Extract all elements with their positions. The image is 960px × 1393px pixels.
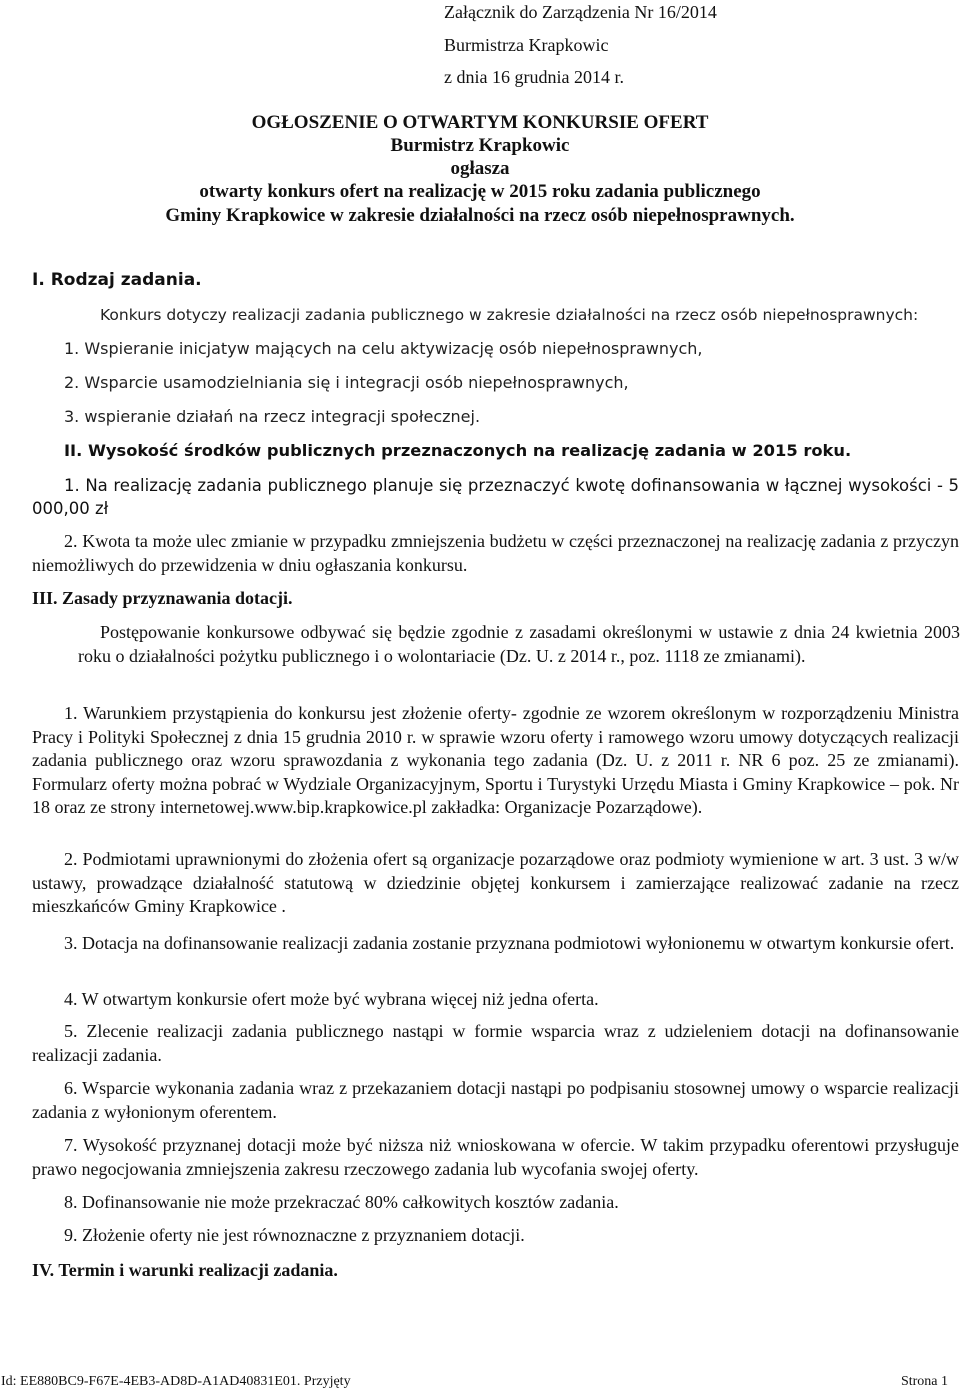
section-3-paragraph-3: 3. Dotacja na dofinansowanie realizacji zadania zostanie przyznana podmiotowi wyłonionemu w otwartym konkursie ofert. — [64, 933, 955, 953]
title-line-4: otwarty konkurs ofert na realizację w 2015 roku zadania publicznego — [199, 181, 761, 202]
section-2-paragraph-1: 1. Na realizację zadania publicznego planuje się przeznaczyć kwotę dofinansowania w łącznej wysokości - 5 000,00 zł — [32, 476, 959, 518]
section-3-paragraph-7: 7. Wysokość przyznanej dotacji może być niższa niż wnioskowana w ofercie. W takim przypadku oferentowi przysługuje prawo negocjowania zmniejszenia zakresu rzeczowego zadania lub wycofania swojej oferty. — [32, 1135, 959, 1179]
section-4-heading: IV. Termin i warunki realizacji zadania. — [32, 1260, 338, 1280]
section-1-item: 3. wspieranie działań na rzecz integracji społecznej. — [64, 407, 481, 426]
section-3-paragraph-6: 6. Wsparcie wykonania zadania wraz z przekazaniem dotacji nastąpi po podpisaniu stosownej umowy o wsparcie realizacji zadania z wyłonionym oferentem. — [32, 1078, 959, 1122]
section-3-paragraph-1: 1. Warunkiem przystąpienia do konkursu jest złożenie oferty- zgodnie ze wzorem określonym w rozporządzeniu Ministra Pracy i Polityki Społecznej z dnia 15 grudnia 2010 r. w sprawie wzoru oferty i ramowego wzoru umowy dotyczących realizacji zadania publicznego oraz wzoru sprawozdania z wykonania tego zadania (Dz. U. z 2011 r. NR 6 poz. 25 ze zmianami). Formularz oferty można pobrać w Wydziale Organizacyjnym, Sportu i Turystyki Urzędu Miasta i Gminy Krapkowice – pok. Nr 18 oraz ze strony internetowej.www.bip.krapkowice.pl zakładka: Organizacje Pozarządowe). — [32, 703, 959, 817]
section-2-paragraph-2: 2. Kwota ta może ulec zmianie w przypadku zmniejszenia budżetu w części przeznaczonej na realizację zadania z przyczyn niemożliwych do przewidzenia w dniu ogłaszania konkursu. — [32, 531, 959, 575]
section-3-intro: Postępowanie konkursowe odbywać się będzie zgodnie z zasadami określonymi w ustawie z dnia 24 kwietnia 2003 roku o działalności pożytku publicznego i o wolontariacie (Dz. U. z 2014 r., poz. 1118 ze zmianami). — [78, 622, 960, 666]
section-1-heading: I. Rodzaj zadania. — [32, 270, 202, 290]
title-line-2: Burmistrz Krapkowic — [390, 135, 570, 156]
section-3-paragraph-5: 5. Zlecenie realizacji zadania publicznego nastąpi w formie wsparcia wraz z udzieleniem dotacji na dofinansowanie realizacji zadania. — [32, 1021, 959, 1065]
section-1-intro: Konkurs dotyczy realizacji zadania publicznego w zakresie działalności na rzecz osób niepełnosprawnych: — [100, 306, 919, 324]
section-1-item: 1. Wspieranie inicjatyw mających na celu aktywizację osób niepełnosprawnych, — [64, 339, 703, 358]
title-line-3: ogłasza — [450, 158, 510, 179]
announcement-title: OGŁOSZENIE O OTWARTYM KONKURSIE OFERT — [251, 112, 709, 133]
header-line-2: Burmistrza Krapkowic — [444, 35, 609, 55]
page-number: Strona 1 — [900, 1374, 948, 1389]
section-2-heading: II. Wysokość środków publicznych przeznaczonych na realizację zadania w 2015 roku. — [64, 441, 852, 460]
section-3-paragraph-8: 8. Dofinansowanie nie może przekraczać 80% całkowitych kosztów zadania. — [64, 1192, 619, 1212]
section-3-paragraph-4: 4. W otwartym konkursie ofert może być wybrana więcej niż jedna oferta. — [64, 989, 599, 1009]
section-1-item: 2. Wsparcie usamodzielniania się i integracji osób niepełnosprawnych, — [64, 373, 629, 392]
section-3-paragraph-9: 9. Złożenie oferty nie jest równoznaczne z przyznaniem dotacji. — [64, 1225, 525, 1245]
section-3-heading: III. Zasady przyznawania dotacji. — [32, 588, 293, 608]
title-line-5: Gminy Krapkowice w zakresie działalności na rzecz osób niepełnosprawnych. — [165, 205, 795, 226]
section-3-paragraph-2: 2. Podmiotami uprawnionymi do złożenia ofert są organizacje pozarządowe oraz podmioty wymienione w art. 3 ust. 3 w/w ustawy, prowadzące działalność statutową w dziedzinie objętej konkursem i zamierzające realizować zadanie na rzecz mieszkańców Gminy Krapkowice . — [32, 849, 959, 916]
header-line-3: z dnia 16 grudnia 2014 r. — [444, 67, 624, 87]
document-id: Id: EE880BC9-F67E-4EB3-AD8D-A1AD40831E01. Przyjęty — [1, 1374, 351, 1389]
header-line-1: Załącznik do Zarządzenia Nr 16/2014 — [444, 2, 717, 22]
